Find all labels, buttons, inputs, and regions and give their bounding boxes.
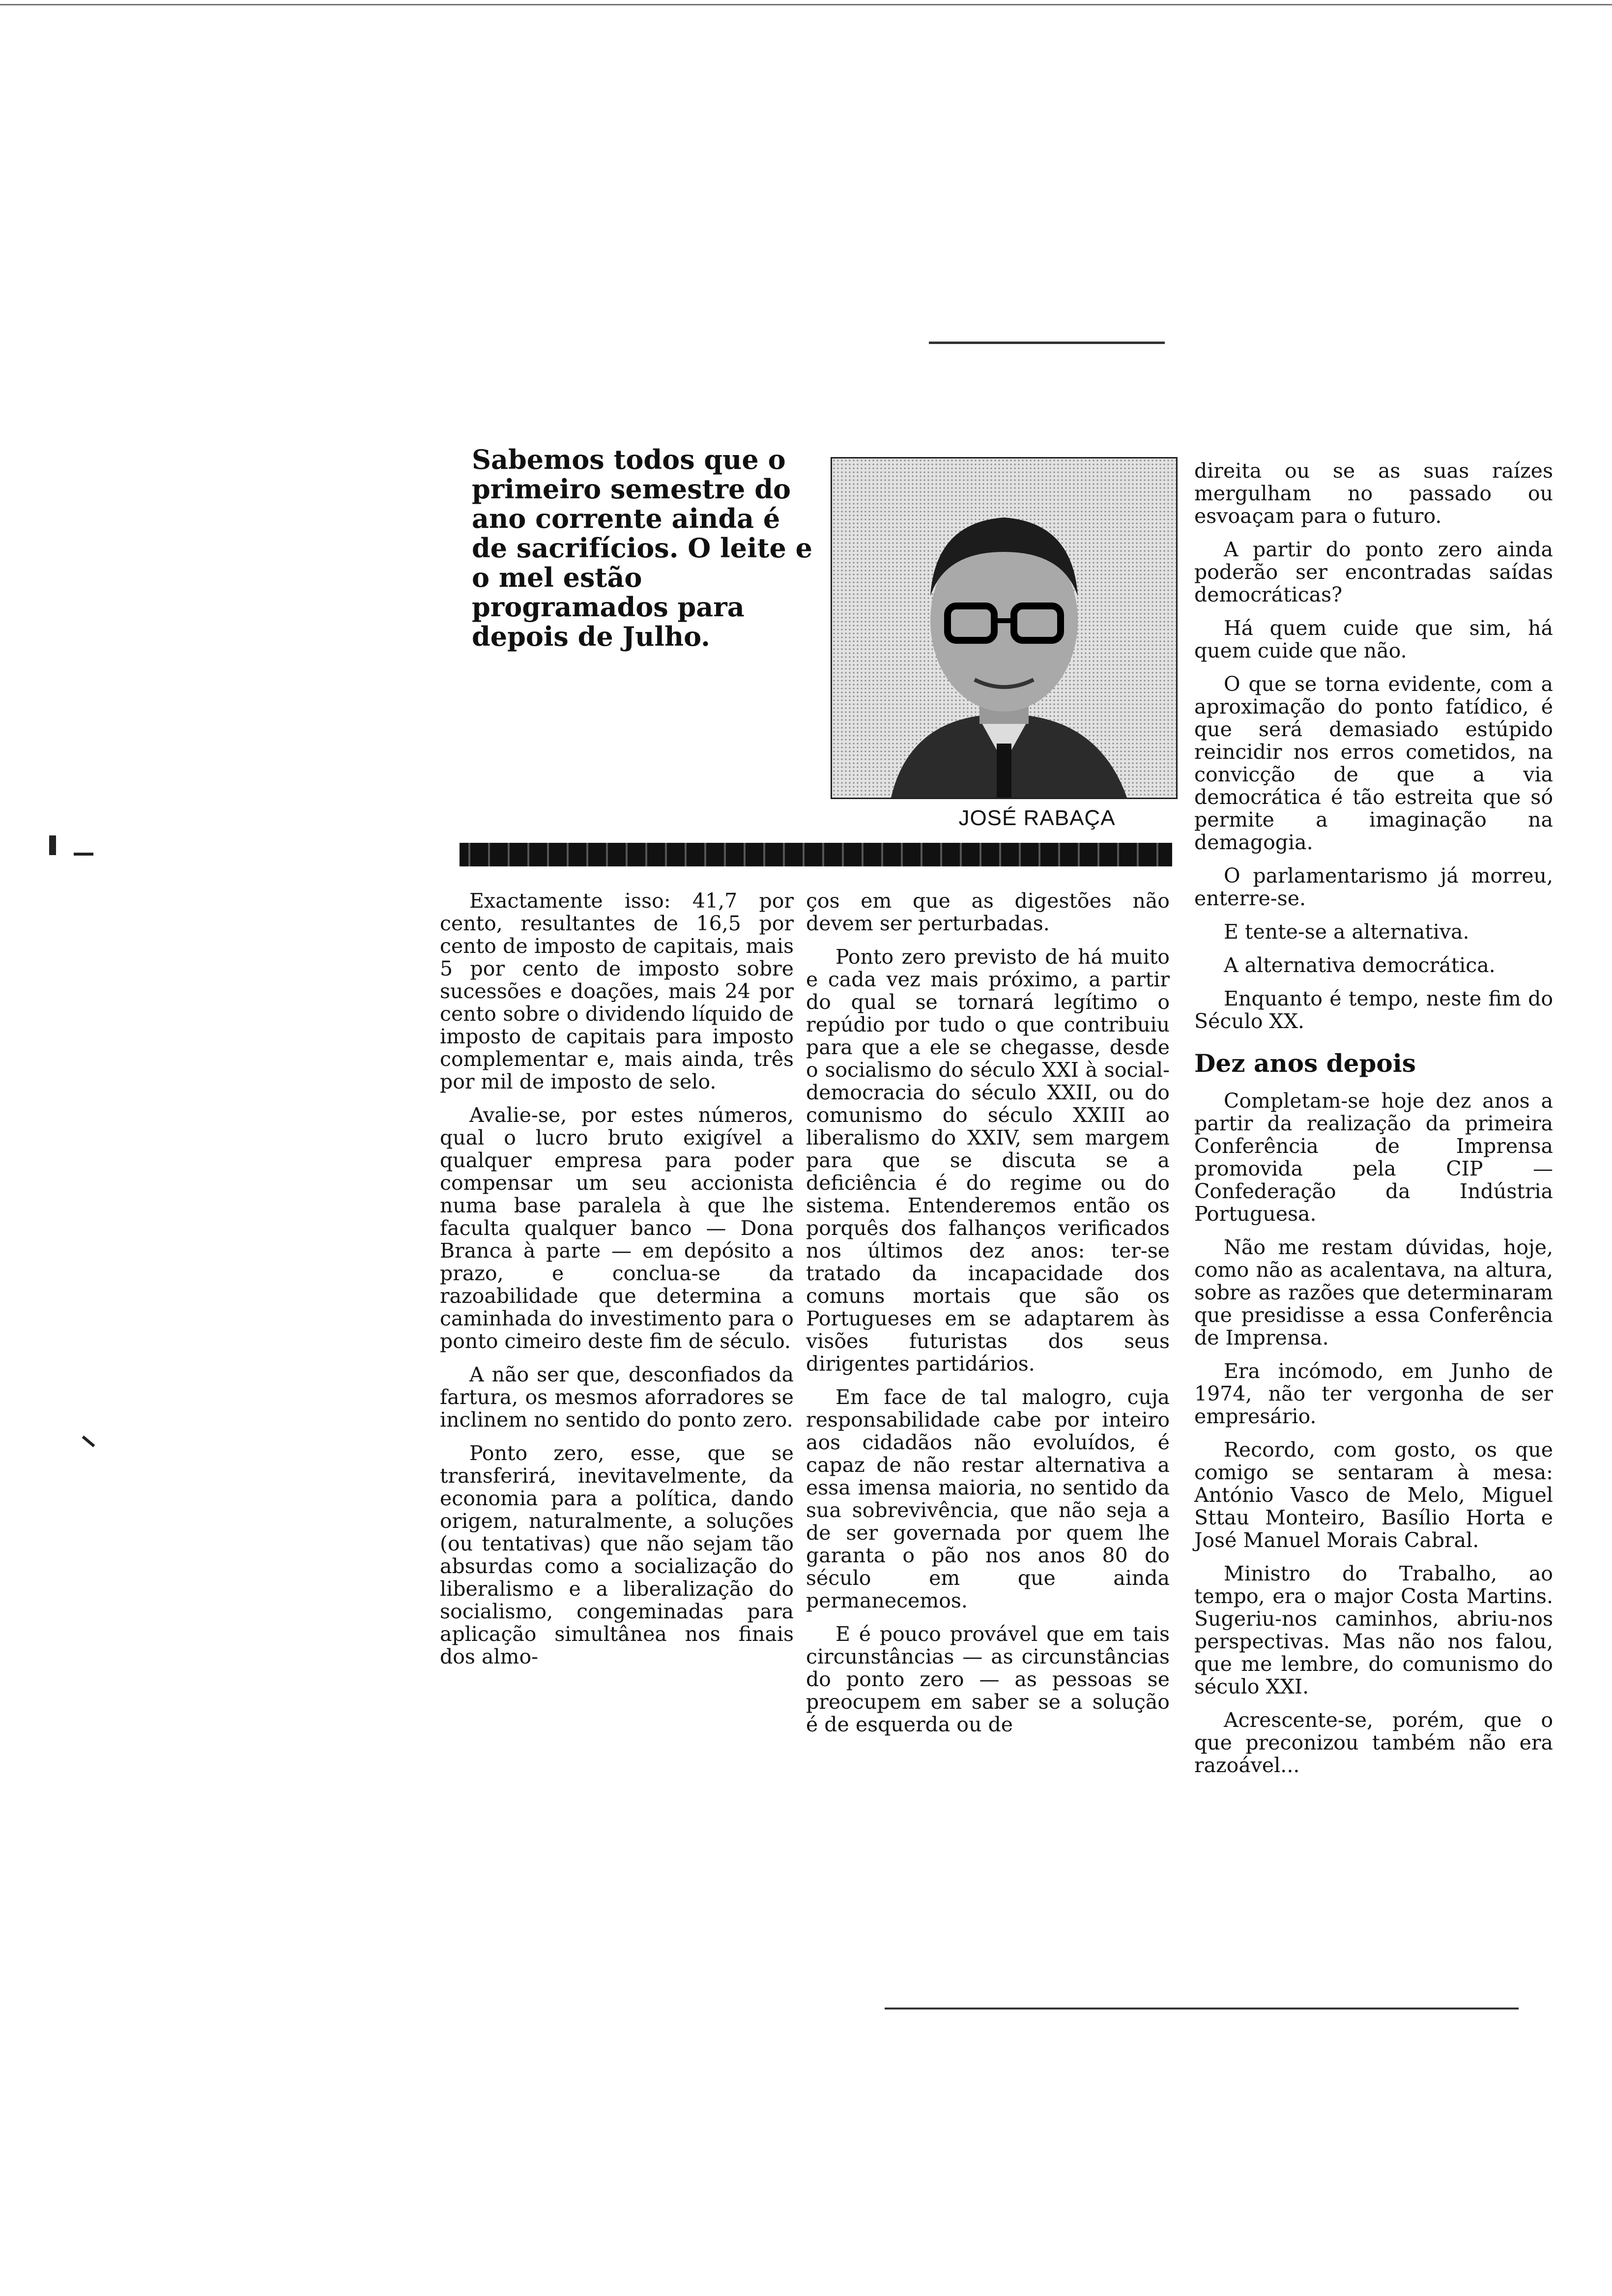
paragraph: ços em que as digestões não devem ser perturbadas. (806, 889, 1170, 935)
paragraph: A partir do ponto zero ainda poderão ser encontradas saídas democráticas? (1194, 538, 1553, 606)
paragraph: A não ser que, desconfiados da fartura, os mesmos aforradores se inclinem no sentido do ponto zero. (440, 1363, 794, 1432)
paragraph: direita ou se as suas raízes mergulham no passado ou esvoaçam para o futuro. (1194, 459, 1553, 528)
article-column-1 (440, 890, 794, 1679)
paragraph: Recordo, com gosto, os que comigo se sentaram à mesa: António Vasco de Melo, Miguel Sttau Monteiro, Basílio Horta e José Manuel Morais Cabral. (1194, 1438, 1553, 1552)
portrait-image (832, 459, 1176, 798)
paragraph: Não me restam dúvidas, hoje, como não as acalentava, na altura, sobre as razões que determinaram que presidisse a essa Conferência de Imprensa. (1194, 1235, 1553, 1349)
lead-quote: Sabemos todos que o primeiro semestre do ano corrente ainda é de sacrifícios. O leite e o mel estão programados para depois de Julho. (472, 444, 812, 652)
scan-mark-left (74, 853, 93, 856)
scan-rule-top (929, 342, 1165, 344)
paragraph: A alternativa democrática. (1224, 953, 1496, 977)
paragraph: Era incómodo, em Junho de 1974, não ter vergonha de ser empresário. (1194, 1359, 1553, 1428)
paragraph: O que se torna evidente, com a aproximação do ponto fatídico, é que será demasiado estúpido reincidir nos erros cometidos, na convicção de que a via democrática é tão estreita que só permite a imaginação na demagogia. (1194, 672, 1553, 854)
section-rule (460, 843, 1172, 866)
paragraph: Acrescente-se, porém, que o que preconizou também não era razoável... (1194, 1708, 1553, 1777)
paragraph: O parlamentarismo já morreu, enterre-se. (1194, 864, 1553, 910)
paragraph: E é pouco provável que em tais circunstâncias — as circunstâncias do ponto zero — as pessoas se preocupem em saber se a solução é de esquerda ou de (806, 1622, 1170, 1736)
paragraph: Ponto zero previsto de há muito e cada vez mais próximo, a partir do qual se tornará legítimo o repúdio por tudo o que contribuiu para que a ele se chegasse, desde o socialismo do século XXI à social-democracia do século XXII, ou do comunismo do século XXIII ao liberalismo do XXIV, sem margem para que se discuta se a deficiência é do regime ou do sistema. Entenderemos então os porquês dos falhanços verificados nos últimos dez anos: ter-se tratado da incapacidade dos comuns mortais que são os Portugueses em se adaptarem às visões futuristas dos seus dirigentes partidários. (806, 945, 1170, 1376)
paragraph: Há quem cuide que sim, há quem cuide que não. (1194, 616, 1553, 662)
author-photo (831, 457, 1178, 799)
paragraph: Avalie-se, por estes números, qual o lucro bruto exigível a qualquer empresa para poder compensar um seu accionista numa base paralela à que lhe faculta qualquer banco — Dona Branca à parte — em depósito a prazo, e conclua-se da razoabilidade que determina a caminhada do investimento para o ponto cimeiro deste fim de século. (440, 1103, 794, 1353)
scan-tick-left (49, 835, 56, 855)
paragraph: Em face de tal malogro, cuja responsabilidade cabe por inteiro aos cidadãos não evoluídos, é capaz de não restar alternativa a essa imensa maioria, no sentido da sua sobrevivência, que não seja a de ser governada por quem lhe garanta o pão nos anos 80 do século em que ainda permanecemos. (806, 1385, 1170, 1612)
article-column-2 (806, 890, 1170, 1747)
article-column-3 (1194, 459, 1553, 1787)
photo-caption: JOSÉ RABAÇA (958, 806, 1116, 830)
scan-rule-bottom (885, 2008, 1519, 2009)
scan-top-line (0, 4, 1612, 5)
paragraph: E tente-se a alternativa. (1224, 920, 1469, 944)
paragraph: Exactamente isso: 41,7 por cento, resultantes de 16,5 por cento de imposto de capitais, mais 5 por cento de imposto sobre sucessões e doações, mais 24 por cento sobre o dividendo líquido de imposto de capitais para imposto complementar e, mais ainda, três por mil de imposto de selo. (440, 889, 794, 1093)
paragraph: Ministro do Trabalho, ao tempo, era o major Costa Martins. Sugeriu-nos caminhos, abriu-nos perspectivas. Mas não nos falou, que me lembre, do comunismo do século XXI. (1194, 1562, 1553, 1698)
subheading: Dez anos depois (1194, 1049, 1416, 1078)
paragraph: Ponto zero, esse, que se transferirá, inevitavelmente, da economia para a política, dando origem, naturalmente, a soluções (ou tentativas) que não sejam tão absurdas como a socialização do liberalismo e a liberalização do socialismo, congeminadas para aplicação simultânea nos finais dos almo- (440, 1441, 794, 1668)
paragraph: Completam-se hoje dez anos a partir da realização da primeira Conferência de Imprensa promovida pela CIP — Confederação da Indústria Portuguesa. (1194, 1089, 1553, 1226)
paragraph: Enquanto é tempo, neste fim do Século XX. (1194, 987, 1553, 1033)
scan-mark-left-2 (82, 1435, 95, 1447)
